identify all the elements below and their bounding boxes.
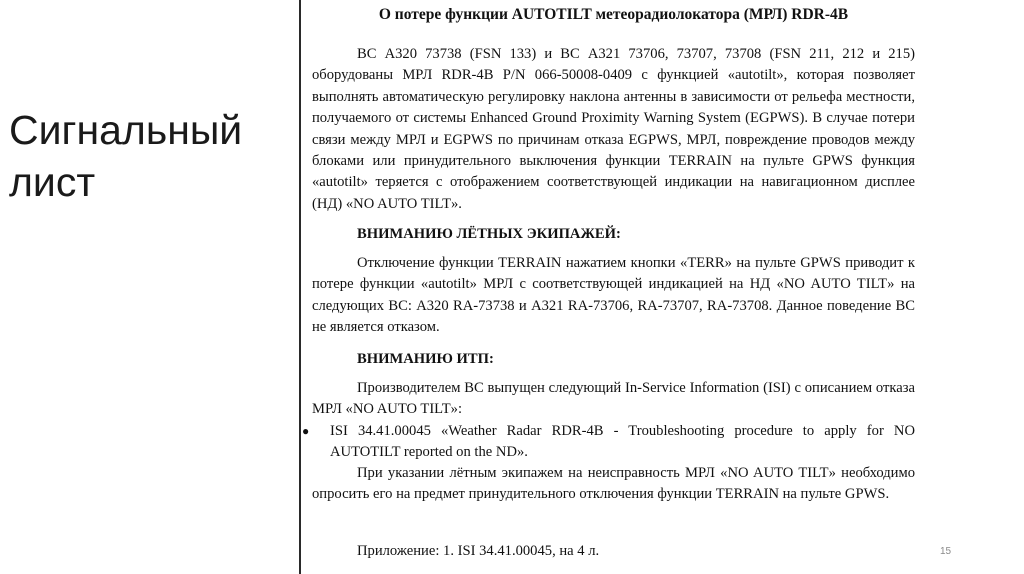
paragraph-intro: ВС А320 73738 (FSN 133) и ВС А321 73706, 73707, 73708 (FSN 211, 212 и 215) оборудованы МРЛ RDR-4B P/N 066-50008-0409 с функцией «autotilt», которая позволяет выполнять автоматическую регулировку наклона антенны в зависимости от рельефа местности, получаемого от системы Enhanced Ground Proximity Warning System (EGPWS). В случае потери связи между МРЛ и EGPWS по причинам отказа EGPWS, МРЛ, повреждение проводов между блоками или принудительного выключения функции TERRAIN на пульте GPWS функция «autotilt» теряется с отображением соответствующей индикации на навигационном дисплее (НД) «NO AUTO TILT». — [312, 46, 915, 212]
bullet-icon: ● — [302, 424, 310, 438]
heading-itp: ВНИМАНИЮ ИТП: — [357, 351, 494, 367]
list-item-text: ISI 34.41.00045 «Weather Radar RDR-4B - Troubleshooting procedure to apply for NO AUTOTILT reported on the ND». — [330, 423, 915, 461]
slide-title: Сигнальный лист — [9, 107, 243, 205]
paragraph-crews: Отключение функции TERRAIN нажатием кнопки «TERR» на пульте GPWS приводит к потере функции «autotilt» МРЛ с соответствующей индикацией на НД «NO AUTO TILT» на следующих ВС: А320 RA-73738 и А321 RA-73706, RA-73707, RA-73708. Данное поведение ВС не является отказом. — [312, 255, 915, 336]
document-title: О потере функции AUTOTILT метеорадиолокатора (МРЛ) RDR-4B — [378, 6, 849, 23]
page-number: 15 — [940, 546, 952, 557]
paragraph-crew-report: При указании лётным экипажем на неисправность МРЛ «NO AUTO TILT» необходимо опросить его на предмет принудительного отключения функции TERRAIN на пульте GPWS. — [312, 465, 915, 503]
document-scan — [299, 0, 930, 574]
paragraph-itp: Производителем ВС выпущен следующий In-Service Information (ISI) с описанием отказа МРЛ «NO AUTO TILT»: — [312, 380, 915, 418]
heading-flight-crews: ВНИМАНИЮ ЛЁТНЫХ ЭКИПАЖЕЙ: — [357, 226, 621, 242]
appendix-line: Приложение: 1. ISI 34.41.00045, на 4 л. — [357, 543, 600, 559]
